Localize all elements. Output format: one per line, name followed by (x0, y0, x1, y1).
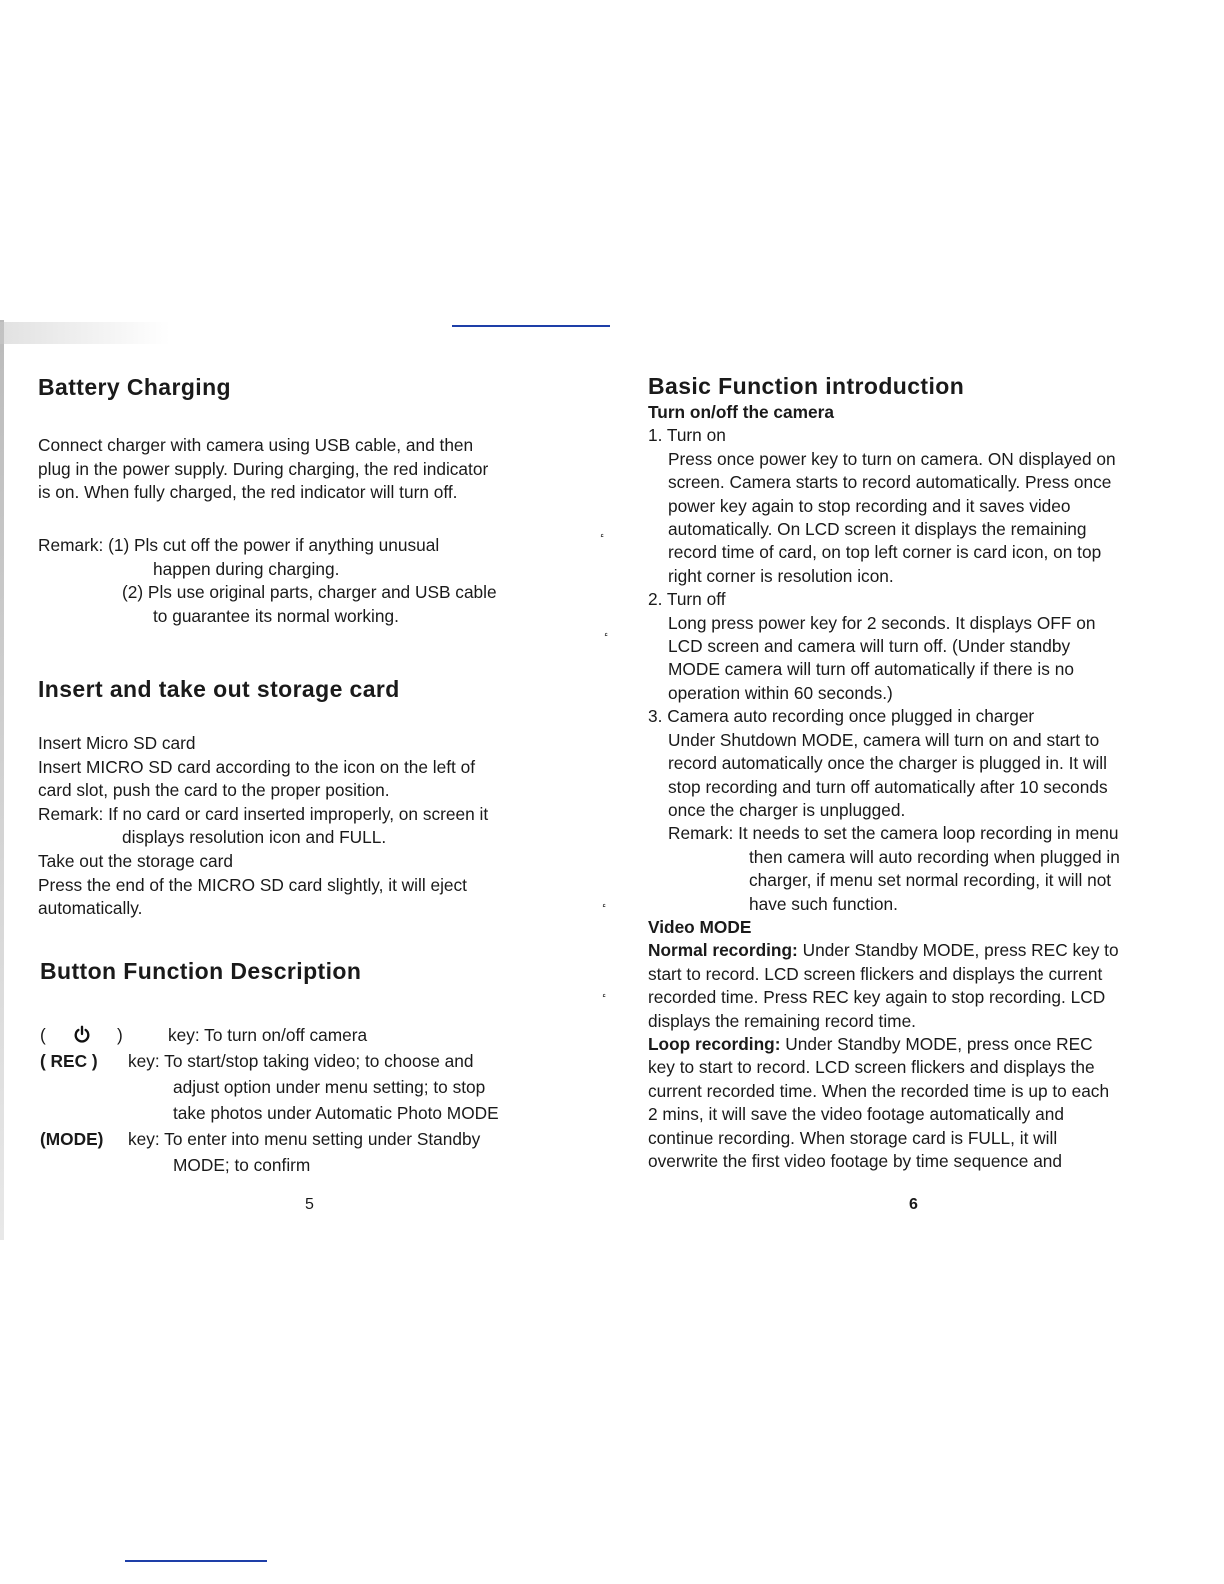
normal-recording-label: Normal recording: (648, 940, 798, 961)
mode-key-desc: key: To enter into menu setting under Standby (128, 1129, 481, 1149)
remark-line: have such function. (749, 893, 898, 914)
rec-key-desc: take photos under Automatic Photo MODE (173, 1103, 499, 1123)
text-line: 2 mins, it will save the video footage automatically and (648, 1104, 1064, 1125)
battery-remarks (38, 534, 497, 628)
text-line: automatically. On LCD screen it displays the remaining (668, 519, 1087, 540)
mode-key-desc: MODE; to confirm (173, 1155, 311, 1175)
button-function-list (40, 1022, 499, 1178)
remark-line: Remark: (1) Pls cut off the power if anything unusual (38, 535, 440, 555)
text-line: LCD screen and camera will turn off. (Under standby (668, 636, 1071, 657)
auto-recording-title: 3. Camera auto recording once plugged in charger (648, 706, 1035, 727)
text-line: stop recording and turn off automatically after 10 seconds (668, 776, 1108, 797)
text-line: Take out the storage card (38, 850, 234, 871)
text-line: record automatically once the charger is plugged in. It will (668, 753, 1107, 774)
loop-recording-text: Under Standby MODE, press once REC (780, 1033, 1093, 1054)
power-icon (73, 1025, 91, 1043)
remark-line: Remark: It needs to set the camera loop recording in menu (668, 823, 1119, 844)
battery-charging-heading: Battery Charging (38, 374, 231, 400)
page-number-right: 6 (909, 1196, 918, 1213)
turn-on-title: 1. Turn on (648, 425, 726, 446)
text-line: record time of card, on top left corner is card icon, on top (668, 542, 1102, 563)
storage-card-heading: Insert and take out storage card (38, 676, 400, 702)
text-line: Under Shutdown MODE, camera will turn on and start to (668, 729, 1100, 750)
rec-key-label: ( REC ) (40, 1051, 98, 1071)
page-number-left: 5 (305, 1196, 314, 1213)
text-line: MODE camera will turn off automatically if there is no (668, 659, 1074, 680)
text-line: Long press power key for 2 seconds. It displays OFF on (668, 612, 1096, 633)
basic-function-heading: Basic Function introduction (648, 373, 965, 399)
scan-mark: ٴ (602, 993, 607, 1011)
text-line: plug in the power supply. During charging, the red indicator (38, 458, 489, 479)
rec-key-row (40, 1048, 499, 1126)
rec-key-desc: key: To start/stop taking video; to choose and (128, 1051, 474, 1071)
text-line: start to record. LCD screen flickers and displays the current (648, 963, 1103, 984)
remark-line: happen during charging. (153, 558, 340, 579)
text-line: right corner is resolution icon. (668, 565, 894, 586)
mode-key-row (40, 1126, 499, 1178)
text-line: Connect charger with camera using USB cable, and then (38, 435, 474, 455)
remark-line: then camera will auto recording when plugged in (749, 846, 1120, 867)
text-line: is on. When fully charged, the red indicator will turn off. (38, 482, 458, 503)
text-line: Insert Micro SD card (38, 733, 196, 753)
power-key-label (40, 1022, 168, 1048)
rec-key-desc: adjust option under menu setting; to stop (173, 1077, 486, 1097)
paren-open: ( (40, 1025, 46, 1045)
remark-line: to guarantee its normal working. (153, 605, 399, 626)
scan-mark: ٴ (604, 632, 609, 650)
paren-close: ) (117, 1025, 123, 1045)
text-line: displays the remaining record time. (648, 1010, 916, 1031)
text-line: Insert MICRO SD card according to the icon on the left of (38, 756, 476, 777)
scan-mark: ٴ (602, 903, 607, 921)
storage-card-body (38, 732, 488, 921)
remark-line: charger, if menu set normal recording, it will not (749, 870, 1112, 891)
power-key-row (40, 1022, 499, 1048)
text-line: power key again to stop recording and it saves video (668, 495, 1071, 516)
text-line: operation within 60 seconds.) (668, 682, 893, 703)
scan-mark: ٴ (600, 533, 605, 551)
turn-on-off-subheading: Turn on/off the camera (648, 402, 834, 422)
text-line: overwrite the first video footage by time sequence and (648, 1151, 1063, 1171)
text-line: key to start to record. LCD screen flickers and displays the (648, 1057, 1095, 1078)
power-key-desc: key: To turn on/off camera (168, 1025, 368, 1045)
text-line: recorded time. Press REC key again to stop recording. LCD (648, 987, 1106, 1008)
video-mode-subheading: Video MODE (648, 916, 752, 937)
text-line: automatically. (38, 898, 143, 919)
text-line: Remark: If no card or card inserted improperly, on screen it (38, 803, 489, 824)
turn-off-title: 2. Turn off (648, 589, 726, 610)
battery-charging-body (38, 434, 488, 505)
loop-recording-line (648, 1033, 1188, 1056)
text-line: displays resolution icon and FULL. (122, 827, 387, 848)
basic-function-body (648, 401, 1188, 1173)
normal-recording-text: Under Standby MODE, press REC key to (797, 940, 1119, 961)
loop-recording-label: Loop recording: (648, 1033, 781, 1054)
text-line: screen. Camera starts to record automatically. Press once (668, 472, 1112, 493)
text-line: continue recording. When storage card is FULL, it will (648, 1127, 1058, 1148)
mode-key-label: (MODE) (40, 1129, 104, 1149)
remark-line: (2) Pls use original parts, charger and USB cable (122, 582, 497, 603)
button-function-heading: Button Function Description (40, 958, 362, 984)
text-line: Press once power key to turn on camera. ON displayed on (668, 448, 1116, 469)
text-line: current recorded time. When the recorded time is up to each (648, 1080, 1110, 1101)
normal-recording-line (648, 939, 1188, 962)
right-page (600, 0, 1224, 1584)
text-line: card slot, push the card to the proper position. (38, 780, 390, 801)
text-line: Press the end of the MICRO SD card slightly, it will eject (38, 874, 467, 895)
text-line: once the charger is unplugged. (668, 799, 906, 820)
